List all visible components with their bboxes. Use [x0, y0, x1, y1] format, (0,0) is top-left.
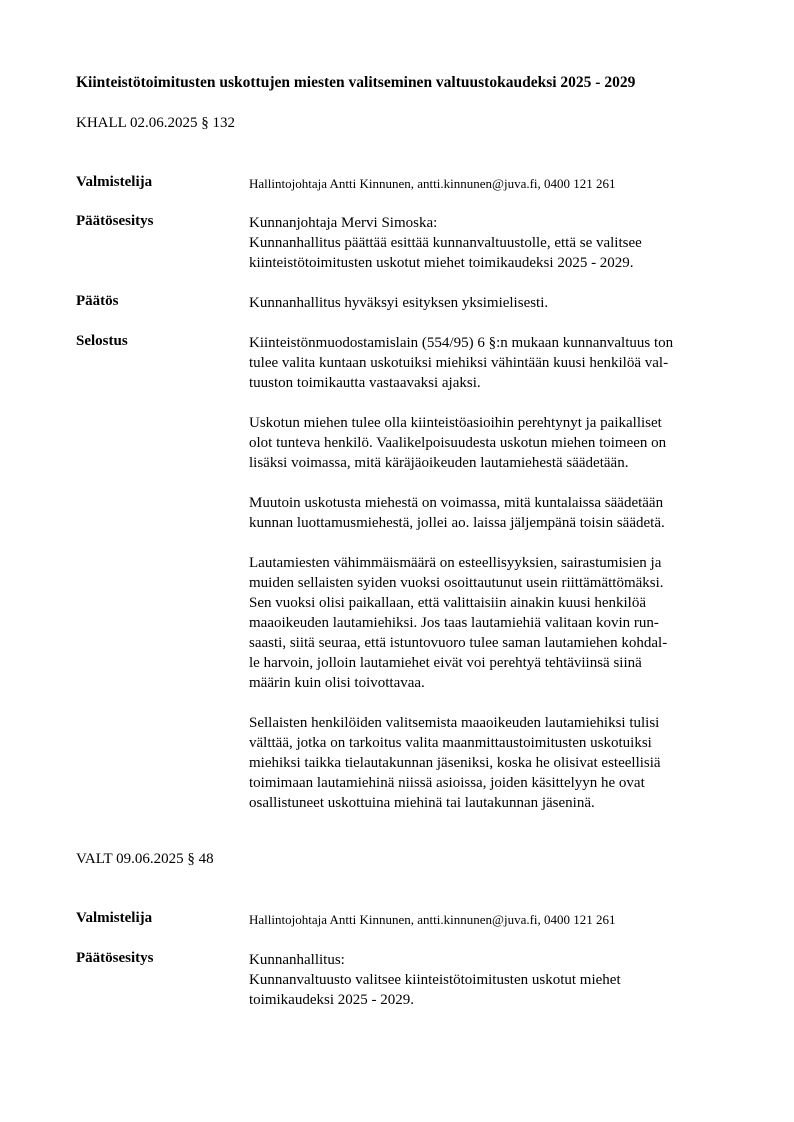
- text-line: Kiinteistönmuodostamislain (554/95) 6 §:n mukaan kunnanvaltuus ton: [249, 335, 674, 351]
- selostus-paragraph: [249, 333, 741, 393]
- text-line: olot tunteva henkilö. Vaalikelpoisuudesta uskotun miehen toimeen on: [249, 435, 667, 451]
- text-line: tulee valita kuntaan uskotuiksi miehiksi vähintään kuusi henkilöä val-: [249, 355, 669, 371]
- text-line: Sellaisten henkilöiden valitsemista maaoikeuden lautamiehiksi tulisi: [249, 715, 660, 731]
- text-line: Kunnanvaltuusto valitsee kiinteistötoimitusten uskotut miehet: [249, 972, 621, 988]
- khall-paatosesitys-label: Päätösesitys: [76, 213, 154, 229]
- text-line: toimikaudeksi 2025 - 2029.: [249, 992, 414, 1008]
- text-line: toimimaan lautamiehinä niissä asioissa, joiden käsittelyyn he ovat: [249, 775, 645, 791]
- valt-valmistelija-label: Valmistelija: [76, 910, 153, 926]
- valt-paatosesitys-text: [249, 950, 741, 1010]
- text-line: Kunnanjohtaja Mervi Simoska:: [249, 215, 438, 231]
- text-line: saasti, siitä seuraa, että istuntovuoro tulee saman lautamiehen kohdal-: [249, 635, 668, 651]
- text-line: Uskotun miehen tulee olla kiinteistöasioihin perehtynyt ja paikalliset: [249, 415, 662, 431]
- selostus-paragraph: [249, 553, 741, 693]
- khall-valmistelija-label: Valmistelija: [76, 174, 153, 190]
- khall-paatos-text: [249, 293, 741, 313]
- text-line: lisäksi voimassa, mitä käräjäoikeuden lautamiehestä säädetään.: [249, 455, 629, 471]
- valt-reference: VALT 09.06.2025 § 48: [76, 851, 214, 867]
- text-line: Kunnanhallitus hyväksyi esityksen yksimielisesti.: [249, 295, 549, 311]
- valt-valmistelija-text: Hallintojohtaja Antti Kinnunen, antti.kinnunen@juva.fi, 0400 121 261: [249, 912, 616, 927]
- valt-valmistelija-value: [249, 910, 741, 930]
- selostus-paragraph: [249, 493, 741, 533]
- text-line: muiden sellaisten syiden vuoksi osoittautunut usein riittämättömäksi.: [249, 575, 664, 591]
- text-line: Lautamiesten vähimmäismäärä on esteellisyyksien, sairastumisien ja: [249, 555, 662, 571]
- text-line: Sen vuoksi olisi paikallaan, että valittaisiin ainakin kuusi henkilöä: [249, 595, 647, 611]
- khall-valmistelija-value: [249, 174, 741, 194]
- text-line: kiinteistötoimitusten uskotut miehet toimikaudeksi 2025 - 2029.: [249, 255, 634, 271]
- text-line: Kunnanhallitus päättää esittää kunnanvaltuustolle, että se valitsee: [249, 235, 642, 251]
- text-line: välttää, jotka on tarkoitus valita maanmittaustoimitusten uskotuiksi: [249, 735, 652, 751]
- text-line: Kunnanhallitus:: [249, 952, 345, 968]
- khall-selostus-label: Selostus: [76, 333, 128, 349]
- khall-selostus-text: [249, 333, 741, 833]
- text-line: osallistuneet uskottuina miehinä tai lautakunnan jäseninä.: [249, 795, 595, 811]
- text-line: määrin kuin olisi toivottavaa.: [249, 675, 425, 691]
- valt-paatosesitys-label: Päätösesitys: [76, 950, 154, 966]
- selostus-paragraph: [249, 413, 741, 473]
- selostus-paragraph: [249, 713, 741, 813]
- text-line: maaoikeuden lautamiehiksi. Jos taas lautamiehiä valitaan kovin run-: [249, 615, 659, 631]
- khall-paatos-label: Päätös: [76, 293, 119, 309]
- text-line: le harvoin, jolloin lautamiehet eivät voi perehtyä tehtäviinsä siinä: [249, 655, 642, 671]
- text-line: miehiksi taikka tielautakunnan jäseniksi, koska he olisivat esteellisiä: [249, 755, 661, 771]
- text-line: Muutoin uskotusta miehestä on voimassa, mitä kuntalaissa säädetään: [249, 495, 664, 511]
- text-line: kunnan luottamusmiehestä, jollei ao. laissa jäljempänä toisin säädetä.: [249, 515, 665, 531]
- text-line: tuuston toimikautta vastaavaksi ajaksi.: [249, 375, 481, 391]
- document-title: Kiinteistötoimitusten uskottujen miesten valitseminen valtuustokaudeksi 2025 - 2029: [76, 74, 636, 91]
- khall-paatosesitys-text: [249, 213, 741, 273]
- khall-valmistelija-text: Hallintojohtaja Antti Kinnunen, antti.kinnunen@juva.fi, 0400 121 261: [249, 176, 616, 191]
- khall-reference: KHALL 02.06.2025 § 132: [76, 115, 236, 131]
